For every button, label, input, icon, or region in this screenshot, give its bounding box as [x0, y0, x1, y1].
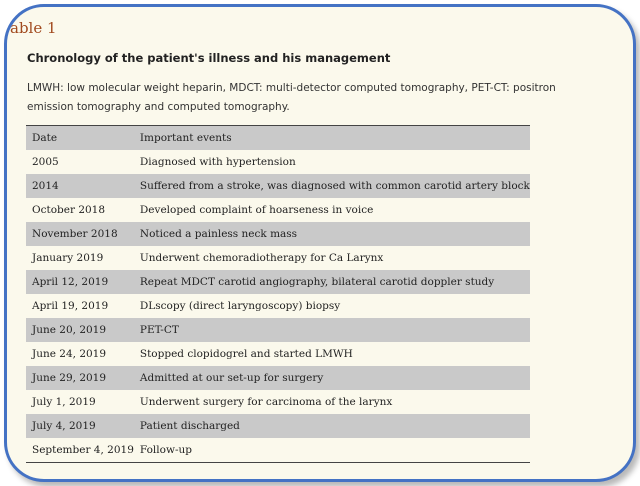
row-date: November 2018	[32, 228, 118, 240]
row-event: Admitted at our set-up for surgery	[139, 372, 324, 384]
table-row	[26, 366, 530, 390]
column-header-events: Important events	[139, 132, 232, 144]
row-date: April 19, 2019	[32, 300, 109, 312]
table-row	[26, 222, 530, 246]
row-event: Repeat MDCT carotid angiography, bilateral carotid doppler study	[139, 276, 495, 288]
table-row	[26, 174, 530, 198]
row-event: Underwent surgery for carcinoma of the larynx	[139, 396, 393, 408]
row-event: Suffered from a stroke, was diagnosed with common carotid artery block	[139, 180, 530, 192]
table-title: Chronology of the patient's illness and his management	[27, 51, 391, 65]
row-event: Follow-up	[139, 444, 192, 456]
table-card	[4, 4, 636, 482]
table-row	[26, 414, 530, 438]
table-row	[26, 438, 530, 463]
table-row	[26, 246, 530, 270]
table-row	[26, 294, 530, 318]
row-date: 2005	[32, 156, 59, 168]
row-date: January 2019	[32, 252, 104, 264]
row-event: PET-CT	[139, 324, 179, 336]
table-row	[26, 270, 530, 294]
row-date: September 4, 2019	[32, 444, 134, 456]
row-event: Underwent chemoradiotherapy for Ca Larynx	[139, 252, 384, 264]
row-date: June 29, 2019	[32, 372, 107, 384]
table-row	[26, 390, 530, 414]
row-event: DLscopy (direct laryngoscopy) biopsy	[139, 300, 341, 312]
row-date: October 2018	[32, 204, 106, 216]
table-row	[26, 342, 530, 366]
table-number-label: able 1	[10, 19, 57, 37]
chronology-table	[26, 125, 530, 463]
table-row	[26, 150, 530, 174]
row-event: Diagnosed with hypertension	[139, 156, 296, 168]
table-header-row	[26, 126, 530, 151]
row-date: April 12, 2019	[32, 276, 109, 288]
row-event: Stopped clopidogrel and started LMWH	[139, 348, 353, 360]
row-date: June 20, 2019	[32, 324, 107, 336]
row-event: Patient discharged	[139, 420, 240, 432]
row-date: July 1, 2019	[32, 396, 96, 408]
row-event: Noticed a painless neck mass	[139, 228, 298, 240]
table-row	[26, 198, 530, 222]
column-header-date: Date	[32, 132, 58, 144]
table-row	[26, 318, 530, 342]
row-event: Developed complaint of hoarseness in voice	[139, 204, 374, 216]
table-caption: LMWH: low molecular weight heparin, MDCT: multi-detector computed tomography, PET-CT: positron emission tomography and computed tomography.	[27, 82, 556, 113]
row-date: 2014	[32, 180, 59, 192]
row-date: July 4, 2019	[32, 420, 96, 432]
row-date: June 24, 2019	[32, 348, 107, 360]
